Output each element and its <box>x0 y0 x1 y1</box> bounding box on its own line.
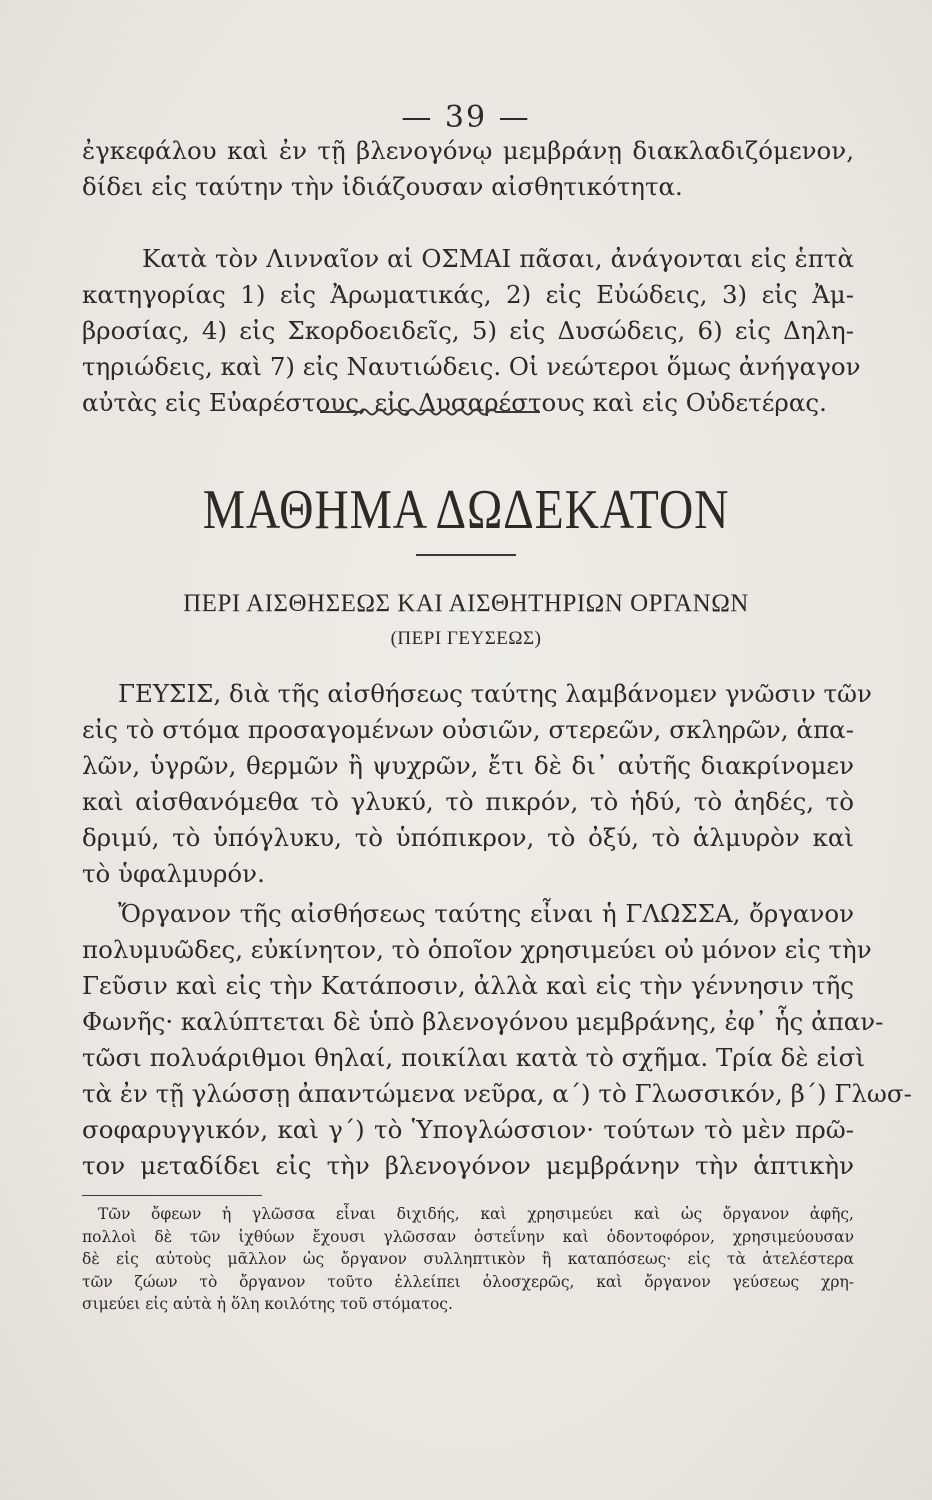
text-line: ΓΕΥΣΙΣ, διὰ τῆς αἰσθήσεως ταύτης λαμβάνομεν γνῶσιν τῶν <box>118 679 872 708</box>
text-line: δίδει εἰς ταύτην τὴν ἰδιάζουσαν αἰσθητικότητα. <box>82 172 683 201</box>
paragraph-odor-categories <box>82 241 861 421</box>
text-line: Ὄργανον τῆς αἰσθήσεως ταύτης εἶναι ἡ ΓΛΩΣΣΑ, ὄργανον <box>118 899 854 928</box>
text-line: βροσίας, 4) εἰς Σκορδοειδεῖς, 5) εἰς Δυσώδεις, 6) εἰς Δηλη- <box>82 316 854 345</box>
text-line: σοφαρυγγικόν, καὶ γ΄) τὸ Ὑπογλώσσιον· τούτων τὸ μὲν πρῶ- <box>82 1115 854 1144</box>
text-line: Φωνῆς· καλύπτεται δὲ ὑπὸ βλενογόνου μεμβράνης, ἐφ᾽ ἧς ἀπαν- <box>82 1007 884 1036</box>
footnote-line: πολλοὶ δὲ τῶν ἰχθύων ἔχουσι γλῶσσαν ὀστεΐνην καὶ ὀδοντοφόρον, χρησιμεύουσαν <box>82 1227 854 1246</box>
footnote-line: τῶν ζώων τὸ ὄργανον τοῦτο ἐλλείπει ὁλοσχερῶς, καὶ ὄργανον γεύσεως χρη- <box>82 1272 854 1291</box>
text-line: δριμύ, τὸ ὑπόγλυκυ, τὸ ὑπόπικρον, τὸ ὀξύ, τὸ ἁλμυρὸν καὶ <box>82 823 854 852</box>
text-line: τὸ ὑφαλμυρόν. <box>82 859 265 888</box>
footnote <box>82 1203 854 1316</box>
text-line: καὶ αἰσθανόμεθα τὸ γλυκύ, τὸ πικρόν, τὸ ἡδύ, τὸ ἀηδές, τὸ <box>82 787 854 816</box>
text-line: εἰς τὸ στόμα προσαγομένων οὐσιῶν, στερεῶν, σκληρῶν, ἁπα- <box>82 715 854 744</box>
section-subheading: (ΠΕΡΙ ΓΕΥΣΕΩΣ) <box>390 628 542 649</box>
wavy-divider-ornament <box>320 405 540 419</box>
text-line: κατηγορίας 1) εἰς Ἀρωματικάς, 2) εἰς Εὐώδεις, 3) εἰς Ἀμ- <box>82 280 854 309</box>
text-line: τὰ ἐν τῇ γλώσσῃ ἀπαντώμενα νεῦρα, α΄) τὸ Γλωσσικόν, β΄) Γλωσ- <box>82 1079 912 1108</box>
text-line: ἐγκεφάλου καὶ ἐν τῇ βλενογόνῳ μεμβράνῃ διακλαδιζόμενον, <box>82 136 854 165</box>
text-line: λῶν, ὑγρῶν, θερμῶν ἢ ψυχρῶν, ἔτι δὲ δι᾽ αὐτῆς διακρίνομεν <box>82 751 854 780</box>
text-line: αὐτὰς εἰς Εὐαρέστους, εἰς Δυσαρέστους καὶ εἰς Οὐδετέρας. <box>82 388 827 417</box>
page-number: — 39 — <box>401 100 531 135</box>
title-divider <box>416 554 516 556</box>
paragraph-olfactory-nerve <box>82 133 854 205</box>
text-line: τον μεταδίδει εἰς τὴν βλενογόνον μεμβράνην τὴν ἁπτικὴν <box>82 1151 854 1180</box>
footnote-line: σιμεύει εἰς αὐτὰ ἡ ὅλη κοιλότης τοῦ στόματος. <box>82 1295 453 1313</box>
footnote-line: Τῶν ὄφεων ἡ γλῶσσα εἶναι διχιδής, καὶ χρησιμεύει καὶ ὡς ὄργανον ἀφῆς, <box>98 1205 854 1223</box>
text-line: πολυμυῶδες, εὐκίνητον, τὸ ὁποῖον χρησιμεύει οὐ μόνον εἰς τὴν <box>82 935 872 964</box>
footnote-line: δὲ εἰς αὐτοὺς μᾶλλον ὡς ὄργανον συλληπτικὸν ἢ καταπόσεως· εἰς τὰ ἀτελέστερα <box>82 1250 854 1268</box>
footnote-divider <box>82 1195 262 1196</box>
text-line: Κατὰ τὸν Λινναῖον αἱ ΟΣΜΑΙ πᾶσαι, ἀνάγονται εἰς ἑπτὰ <box>142 244 854 273</box>
paragraph-taste <box>82 676 872 892</box>
text-line: Γεῦσιν καὶ εἰς τὴν Κατάποσιν, ἀλλὰ καὶ εἰς τὴν γέννησιν τῆς <box>82 971 854 1000</box>
lesson-title: ΜΑΘΗΜΑ ΔΩΔΕΚΑΤΟΝ <box>202 479 730 541</box>
text-line: τῶσι πολυάριθμοι θηλαί, ποικίλαι κατὰ τὸ σχῆμα. Τρία δὲ εἰσὶ <box>82 1043 865 1072</box>
text-line: τηριώδεις, καὶ 7) εἰς Ναυτιώδεις. Οἱ νεώτεροι ὅμως ἀνήγαγον <box>82 352 861 381</box>
section-heading: ΠΕΡΙ ΑΙΣΘΗΣΕΩΣ ΚΑΙ ΑΙΣΘΗΤΗΡΙΩΝ ΟΡΓΑΝΩΝ <box>183 590 749 617</box>
paragraph-tongue <box>82 896 912 1184</box>
